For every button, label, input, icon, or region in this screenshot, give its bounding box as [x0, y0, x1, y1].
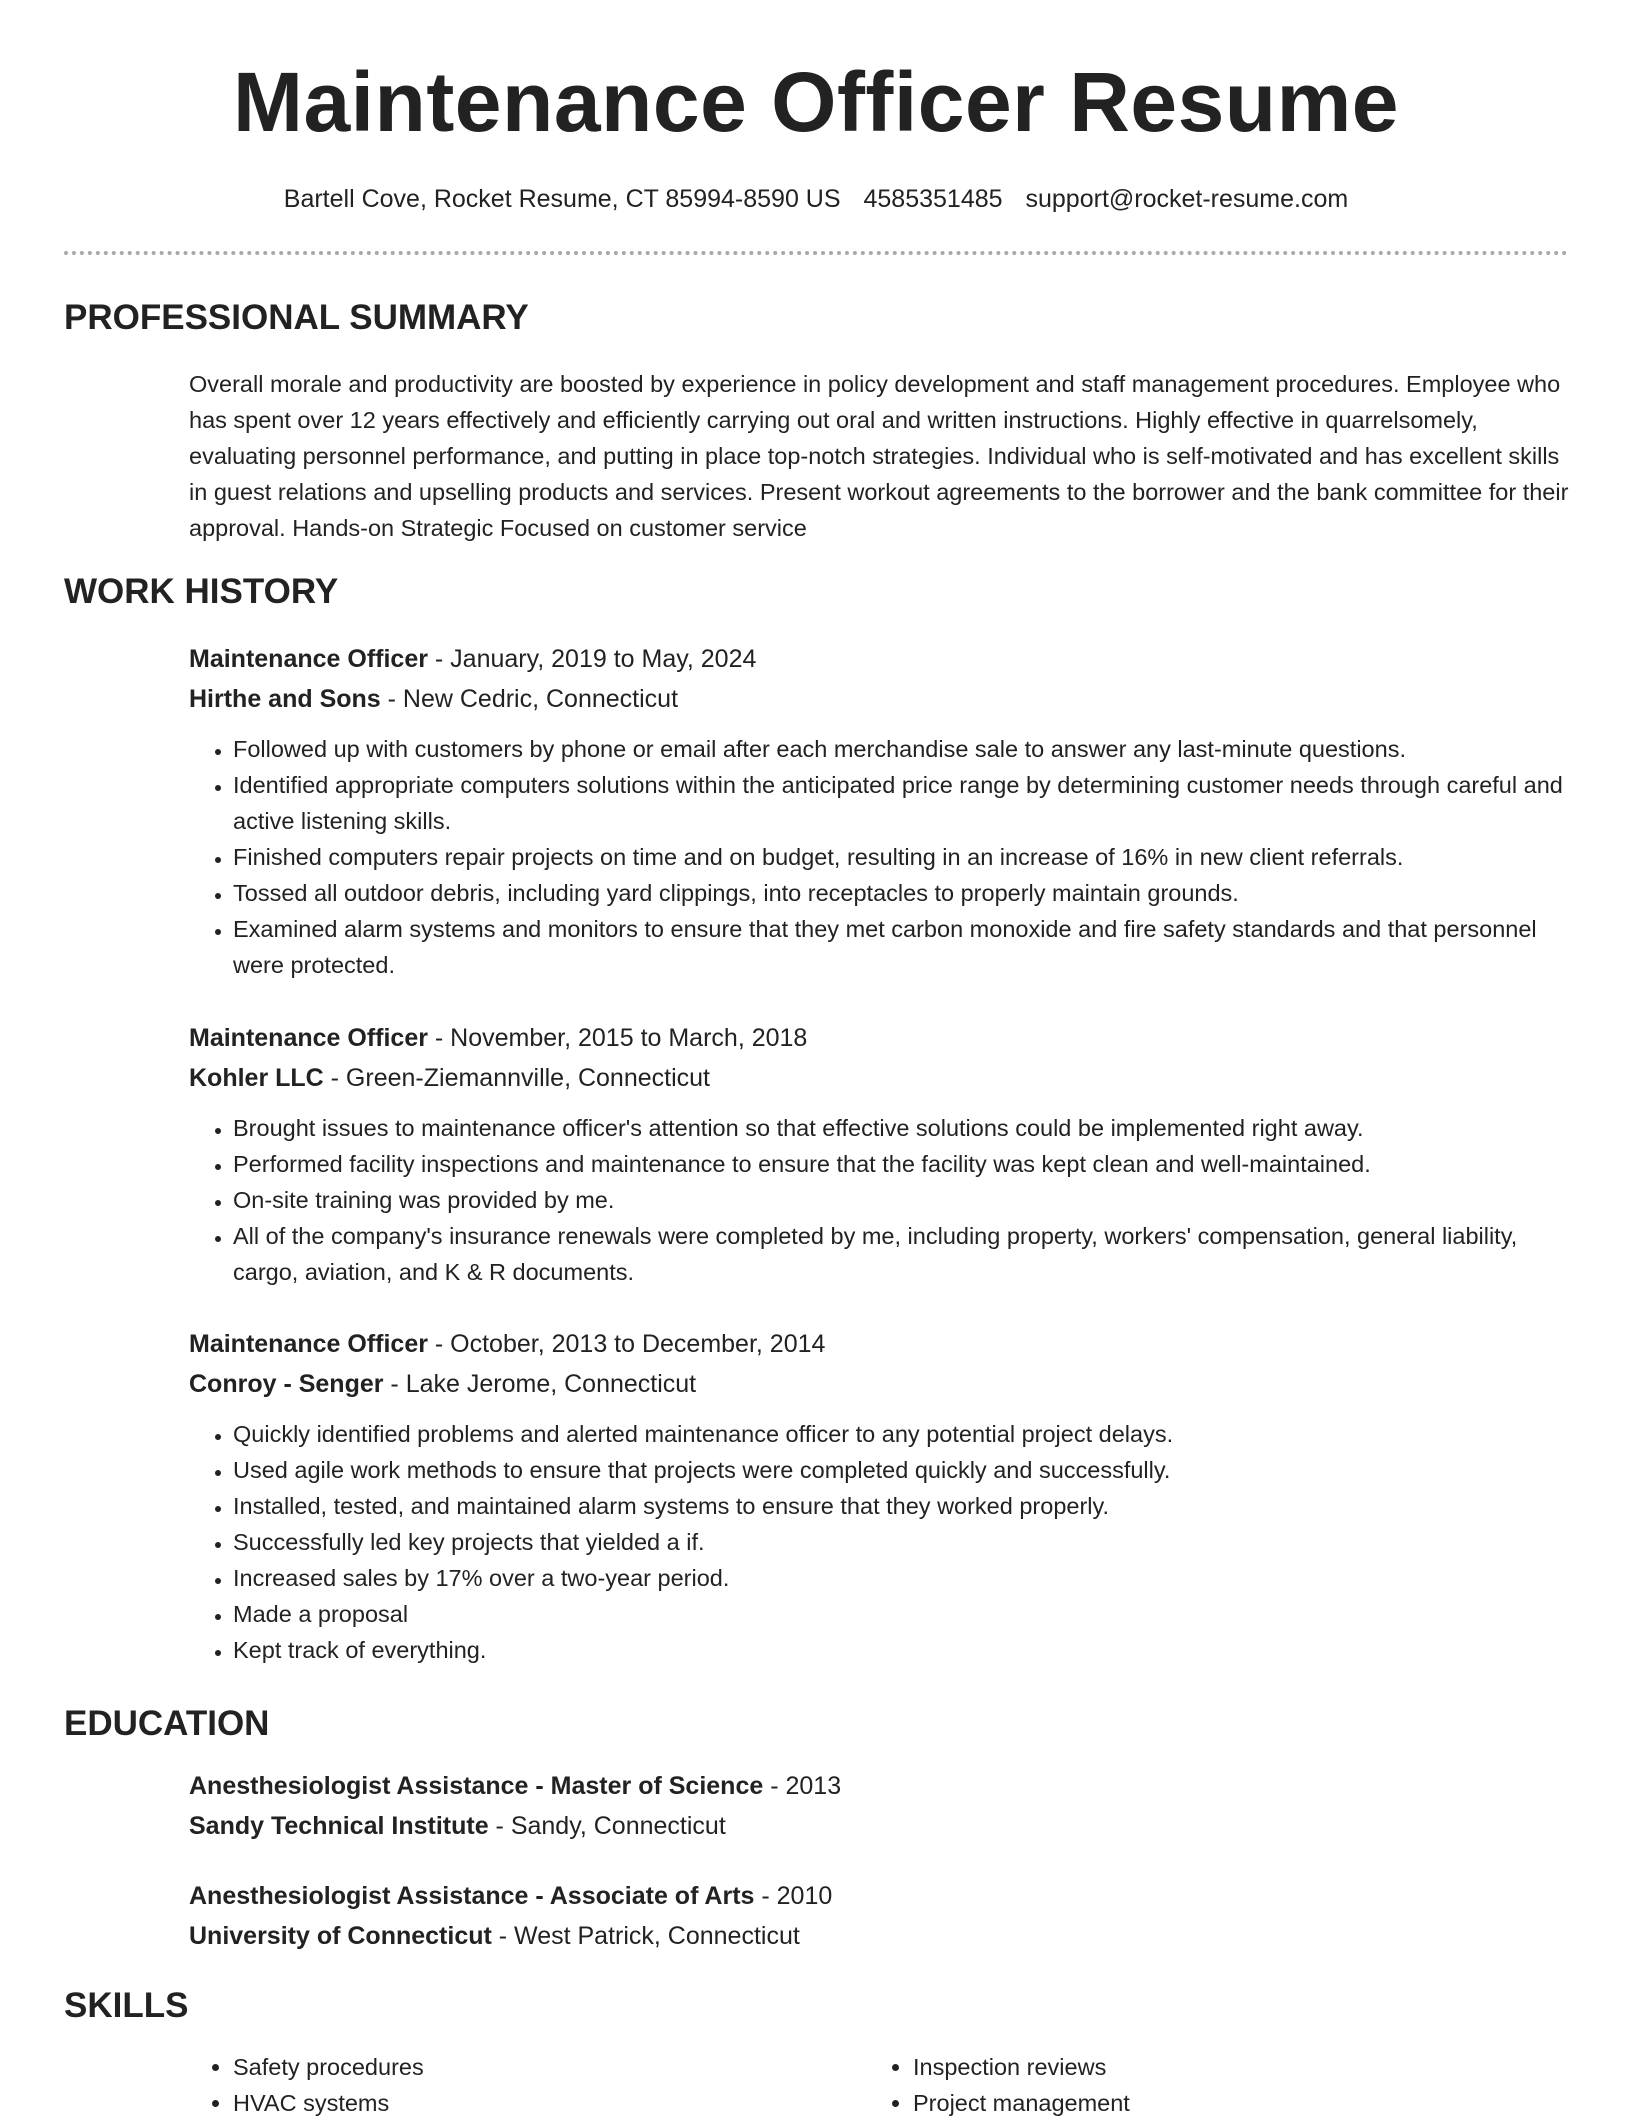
- list-item: • Tossed all outdoor debris, including yard clippings, into receptacles to properly maintain grounds.: [233, 875, 1569, 911]
- job-company-line: [189, 681, 1569, 717]
- list-item: • Increased sales by 17% over a two-year period.: [233, 1560, 1569, 1596]
- job-bullets: [189, 1110, 1569, 1290]
- degree-line: [189, 1768, 1569, 1804]
- section-title-summary: PROFESSIONAL SUMMARY: [64, 298, 529, 337]
- job-company-line: [189, 1366, 1569, 1402]
- job-location: - New Cedric, Connecticut: [380, 685, 679, 713]
- degree: Anesthesiologist Assistance - Master of Science: [189, 1772, 764, 1800]
- list-item: • Kept track of everything.: [233, 1632, 1569, 1668]
- list-item: • Installed, tested, and maintained alarm systems to ensure that they worked properly.: [233, 1488, 1569, 1524]
- school-location: - West Patrick, Connecticut: [491, 1922, 800, 1950]
- skills-list: [189, 2049, 1569, 2121]
- degree: Anesthesiologist Assistance - Associate of Arts: [189, 1882, 755, 1910]
- contact-line: [0, 182, 1632, 216]
- job-title: Maintenance Officer: [189, 1330, 428, 1358]
- job-entry: [189, 1020, 1569, 1290]
- contact-address: Bartell Cove, Rocket Resume, CT 85994-8590 US: [283, 185, 841, 213]
- job-location: - Lake Jerome, Connecticut: [383, 1370, 697, 1398]
- list-item: • Identified appropriate computers solutions within the anticipated price range by determining customer needs through careful and active listening skills.: [233, 767, 1569, 839]
- section-title-education: EDUCATION: [64, 1704, 270, 1743]
- degree-year: - 2010: [754, 1882, 833, 1910]
- list-item: • On-site training was provided by me.: [233, 1182, 1569, 1218]
- section-title-work-history: WORK HISTORY: [64, 572, 339, 611]
- list-item: • Successfully led key projects that yielded a if.: [233, 1524, 1569, 1560]
- list-item: • Examined alarm systems and monitors to ensure that they met carbon monoxide and fire safety standards and that personnel were protected.: [233, 911, 1569, 983]
- skill-item: • Project management: [913, 2085, 1593, 2121]
- list-item: • Brought issues to maintenance officer's attention so that effective solutions could be implemented right away.: [233, 1110, 1569, 1146]
- list-item: • All of the company's insurance renewals were completed by me, including property, workers' compensation, general liability, cargo, aviation, and K & R documents.: [233, 1218, 1569, 1290]
- job-company-line: [189, 1060, 1569, 1096]
- skill-item: • HVAC systems: [233, 2085, 913, 2121]
- job-dates: - January, 2019 to May, 2024: [427, 645, 757, 673]
- list-item: • Made a proposal: [233, 1596, 1569, 1632]
- school: Sandy Technical Institute: [189, 1812, 489, 1840]
- skill-item: • Safety procedures: [233, 2049, 913, 2085]
- list-item: • Used agile work methods to ensure that projects were completed quickly and successfully.: [233, 1452, 1569, 1488]
- job-company: Conroy - Senger: [189, 1370, 384, 1398]
- job-entry: [189, 641, 1569, 983]
- education-entry: [189, 1768, 1569, 1844]
- job-title-line: [189, 641, 1569, 677]
- school: University of Connecticut: [189, 1922, 492, 1950]
- school-line: [189, 1918, 1569, 1954]
- job-dates: - October, 2013 to December, 2014: [427, 1330, 826, 1358]
- list-item: • Performed facility inspections and maintenance to ensure that the facility was kept clean and well-maintained.: [233, 1146, 1569, 1182]
- education-entry: [189, 1878, 1569, 1954]
- job-title-line: [189, 1020, 1569, 1056]
- skills-grid: [189, 2049, 1569, 2121]
- job-company: Hirthe and Sons: [189, 685, 381, 713]
- job-dates: - November, 2015 to March, 2018: [427, 1024, 808, 1052]
- section-title-skills: SKILLS: [64, 1986, 189, 2025]
- contact-phone: 4585351485: [863, 185, 1003, 213]
- degree-year: - 2013: [763, 1772, 842, 1800]
- job-title-line: [189, 1326, 1569, 1362]
- contact-email: support@rocket-resume.com: [1025, 185, 1349, 213]
- list-item: • Followed up with customers by phone or email after each merchandise sale to answer any last-minute questions.: [233, 731, 1569, 767]
- job-title: Maintenance Officer: [189, 645, 428, 673]
- school-location: - Sandy, Connecticut: [488, 1812, 726, 1840]
- degree-line: [189, 1878, 1569, 1914]
- job-location: - Green-Ziemannville, Connecticut: [323, 1064, 710, 1092]
- job-company: Kohler LLC: [189, 1064, 324, 1092]
- header-divider: [64, 251, 1568, 255]
- summary-text: Overall morale and productivity are boosted by experience in policy development and staff management procedures. Employee who has spent over 12 years effectively and efficiently carrying out oral and written instructions. Highly effective in quarrelsomely, evaluating personnel performance, and putting in place top-notch strategies. Individual who is self-motivated and has excellent skills in guest relations and upselling products and services. Present workout agreements to the borrower and the bank committee for their approval. Hands-on Strategic Focused on customer service: [189, 371, 1569, 541]
- job-bullets: [189, 1416, 1569, 1668]
- job-bullets: [189, 731, 1569, 983]
- page-title: Maintenance Officer Resume: [232, 55, 1400, 149]
- school-line: [189, 1808, 1569, 1844]
- list-item: • Finished computers repair projects on time and on budget, resulting in an increase of 16% in new client referrals.: [233, 839, 1569, 875]
- skill-item: • Inspection reviews: [913, 2049, 1593, 2085]
- job-entry: [189, 1326, 1569, 1668]
- list-item: • Quickly identified problems and alerted maintenance officer to any potential project delays.: [233, 1416, 1569, 1452]
- job-title: Maintenance Officer: [189, 1024, 428, 1052]
